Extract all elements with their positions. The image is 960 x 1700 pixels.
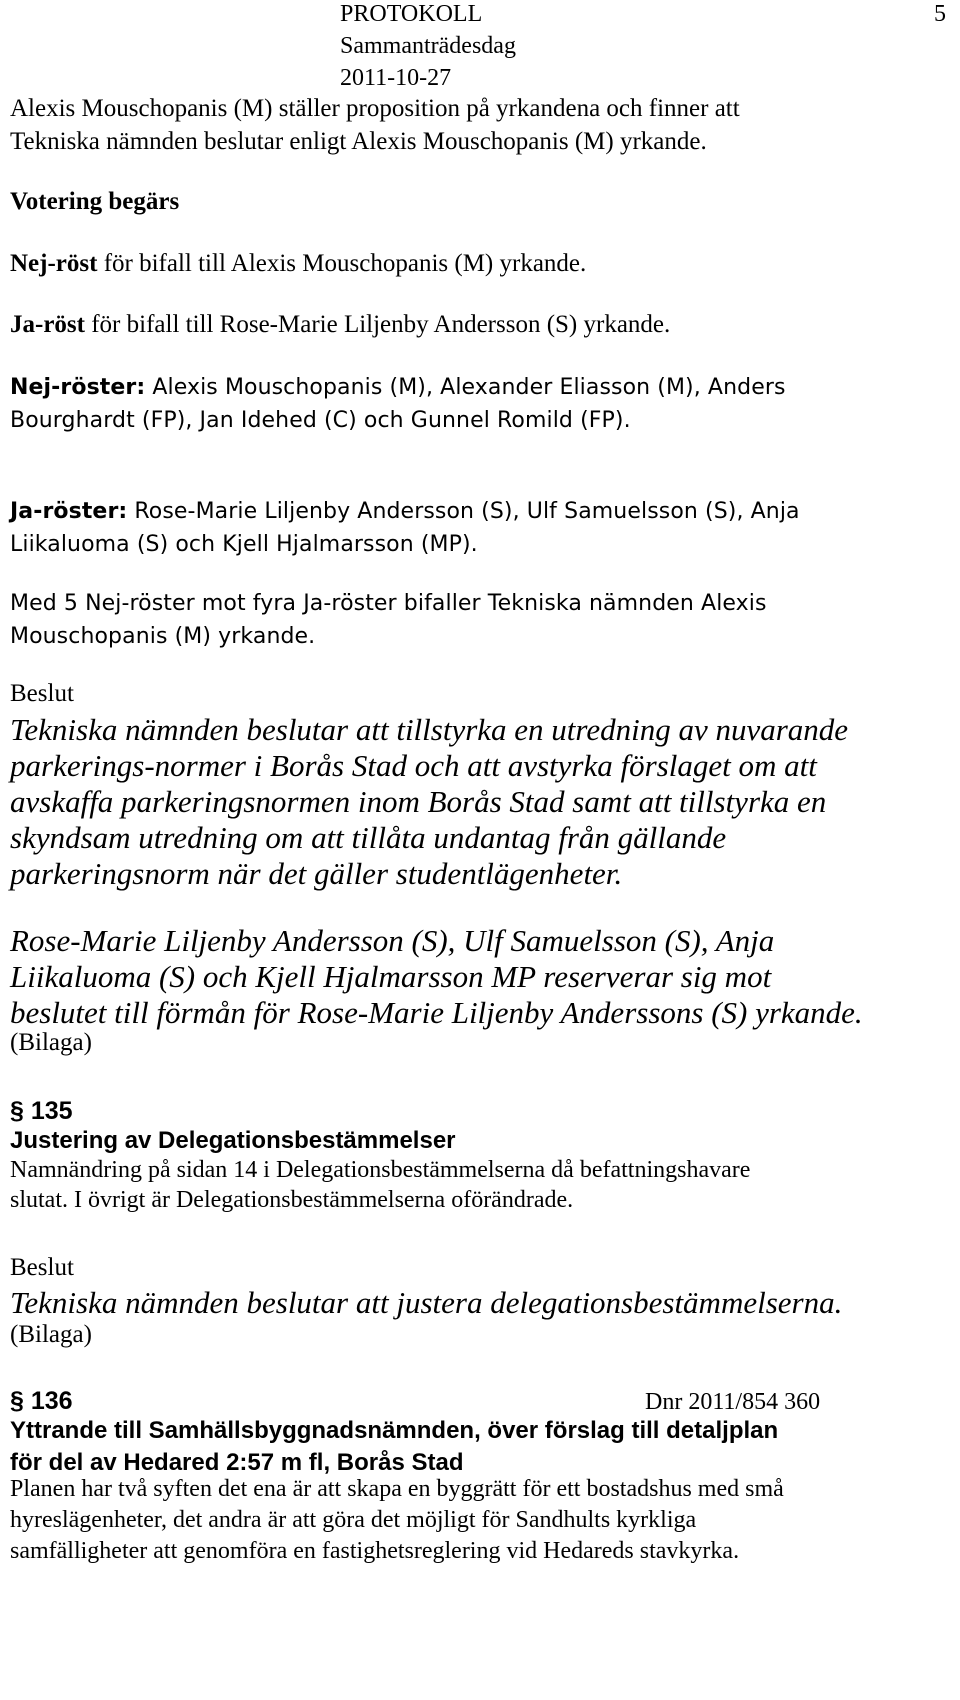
nej-roster-line-2: Bourghardt (FP), Jan Idehed (C) och Gunnel Romild (FP).	[10, 408, 631, 433]
proposition-paragraph	[10, 92, 940, 158]
nej-rost-text: för bifall till Alexis Mouschopanis (M) yrkande.	[97, 250, 587, 277]
beslut-line: parkeringsnorm när det gäller studentlägenheter.	[10, 856, 623, 891]
section-135-line-2: slutat. I övrigt är Delegationsbestämmelserna oförändrade.	[10, 1187, 574, 1213]
reservation-line: Rose-Marie Liljenby Andersson (S), Ulf Samuelsson (S), Anja	[10, 923, 775, 958]
section-135-paragraph	[10, 1155, 940, 1215]
ja-rost-line	[10, 308, 940, 341]
beslut-line: avskaffa parkeringsnormen inom Borås Stad samt att tillstyrka en	[10, 784, 827, 819]
beslut-line: Tekniska nämnden beslutar att tillstyrka en utredning av nuvarande	[10, 712, 849, 747]
ja-rost-text: för bifall till Rose-Marie Liljenby Andersson (S) yrkande.	[84, 311, 671, 338]
section-136-line: hyreslägenheter, det andra är att göra det möjligt för Sandhults kyrkliga	[10, 1507, 697, 1533]
ja-roster-label: Ja-röster:	[10, 499, 128, 524]
page-number: 5	[934, 1, 946, 27]
ja-roster-line-1: Rose-Marie Liljenby Andersson (S), Ulf Samuelsson (S), Anja	[127, 499, 800, 524]
result-paragraph	[10, 587, 940, 653]
result-line-2: Mouschopanis (M) yrkande.	[10, 624, 316, 649]
section-135-number: § 135	[10, 1097, 73, 1125]
result-line-1: Med 5 Nej-röster mot fyra Ja-röster bifaller Tekniska nämnden Alexis	[10, 591, 767, 616]
header-title: PROTOKOLL	[340, 1, 483, 27]
section-136-paragraph	[10, 1474, 940, 1567]
bilaga-reference: (Bilaga)	[10, 1029, 92, 1056]
reservation-line: beslutet till förmån för Rose-Marie Liljenby Anderssons (S) yrkande.	[10, 995, 863, 1030]
section-135-beslut-label: Beslut	[10, 1254, 74, 1281]
nej-rost-label: Nej-röst	[10, 250, 98, 277]
beslut-line: skyndsam utredning om att tillåta undantag från gällande	[10, 820, 727, 855]
section-135-title: Justering av Delegationsbestämmelser	[10, 1127, 456, 1154]
proposition-line-1: Alexis Mouschopanis (M) ställer proposition på yrkandena och finner att	[10, 95, 740, 122]
beslut-label: Beslut	[10, 680, 74, 707]
reservation-text	[10, 923, 945, 1031]
nej-roster-line-1: Alexis Mouschopanis (M), Alexander Eliasson (M), Anders	[145, 375, 786, 400]
beslut-text	[10, 712, 945, 892]
section-136-title	[10, 1415, 950, 1479]
section-136-dnr: Dnr 2011/854 360	[645, 1389, 821, 1415]
section-136-line: samfälligheter att genomföra en fastighetsreglering vid Hedareds stavkyrka.	[10, 1538, 740, 1564]
nej-roster-paragraph	[10, 371, 940, 437]
section-136-title-line-1: Yttrande till Samhällsbyggnadsnämnden, över förslag till detaljplan	[10, 1417, 779, 1444]
section-136-number: § 136	[10, 1387, 73, 1415]
header-date: 2011-10-27	[340, 65, 452, 91]
section-135-bilaga: (Bilaga)	[10, 1321, 92, 1348]
section-136-line: Planen har två syften det ena är att skapa en byggrätt för ett bostadshus med små	[10, 1476, 784, 1502]
proposition-line-2: Tekniska nämnden beslutar enligt Alexis Mouschopanis (M) yrkande.	[10, 128, 707, 155]
section-135-line-1: Namnändring på sidan 14 i Delegationsbestämmelserna då befattningshavare	[10, 1157, 751, 1183]
nej-roster-label: Nej-röster:	[10, 375, 146, 400]
ja-rost-label: Ja-röst	[10, 311, 85, 338]
reservation-line: Liikaluoma (S) och Kjell Hjalmarsson MP reserverar sig mot	[10, 959, 772, 994]
votering-heading: Votering begärs	[10, 188, 180, 215]
ja-roster-paragraph	[10, 495, 940, 561]
header-subtitle: Sammanträdesdag	[340, 33, 516, 59]
beslut-line: parkerings-normer i Borås Stad och att avstyrka förslaget om att	[10, 748, 817, 783]
section-136-title-line-2: för del av Hedared 2:57 m fl, Borås Stad	[10, 1449, 464, 1476]
nej-rost-line	[10, 247, 940, 280]
section-135-beslut-line: Tekniska nämnden beslutar att justera delegationsbestämmelserna.	[10, 1285, 843, 1320]
ja-roster-line-2: Liikaluoma (S) och Kjell Hjalmarsson (MP).	[10, 532, 478, 557]
section-135-beslut-text	[10, 1285, 945, 1321]
